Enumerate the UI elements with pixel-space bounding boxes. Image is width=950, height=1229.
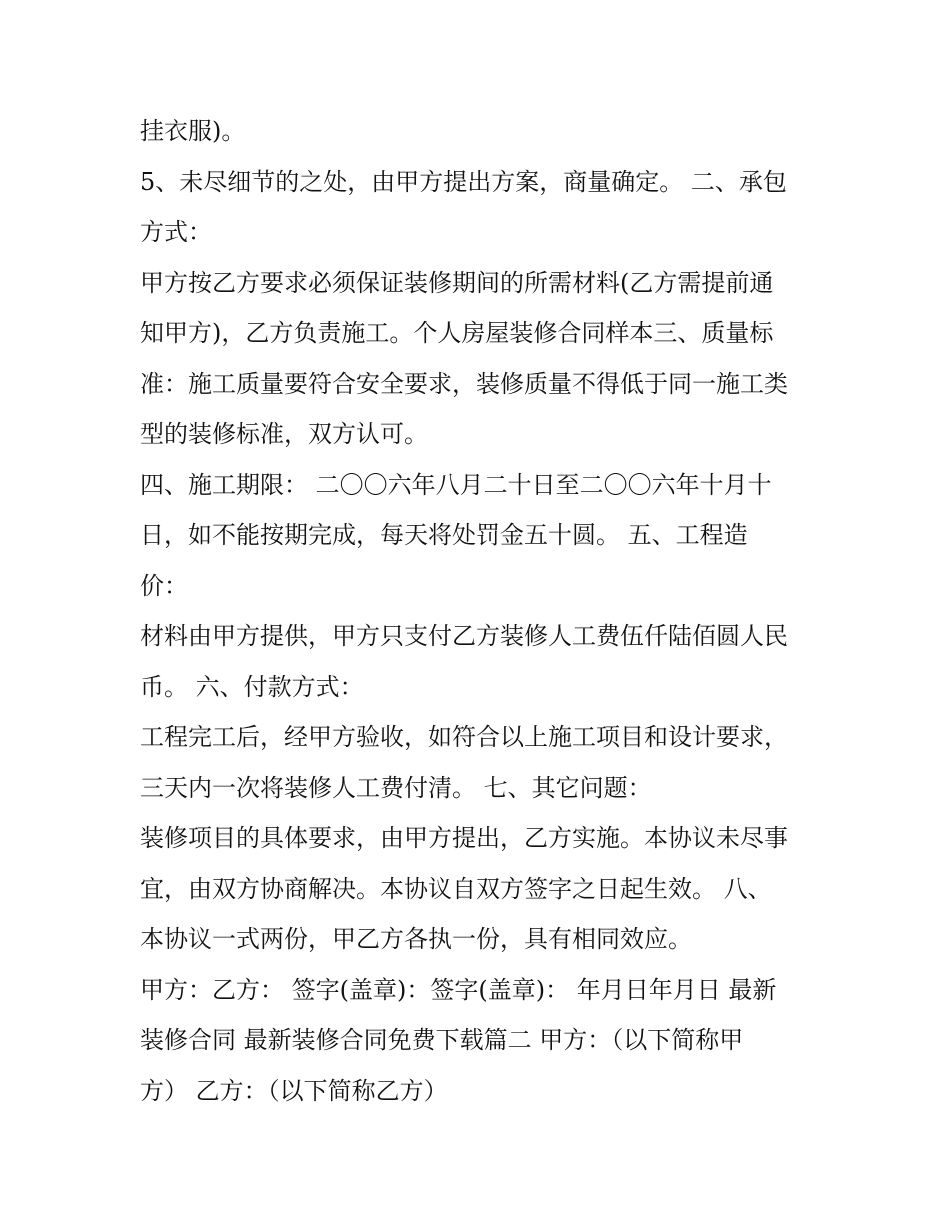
text-line: 5、未尽细节的之处，由甲方提出方案，商量确定。 二、承包	[140, 167, 787, 196]
text-line: 四、施工期限： 二〇〇六年八月二十日至二〇〇六年十月十	[140, 470, 772, 499]
text-line: 日，如不能按期完成，每天将处罚金五十圆。 五、工程造	[140, 521, 748, 549]
text-line: 本协议一式两份，甲乙方各执一份，具有相同效应。	[140, 925, 692, 953]
contract-text	[140, 106, 820, 1116]
text-line: 型的装修标准，双方认可。	[140, 420, 428, 448]
text-line: 三天内一次将装修人工费付清。 七、其它问题：	[140, 773, 652, 802]
text-line: 材料由甲方提供，甲方只支付乙方装修人工费伍仟陆佰圆人民	[140, 622, 788, 650]
text-line: 甲方按乙方要求必须保证装修期间的所需材料(乙方需提前通	[140, 268, 774, 297]
text-line: 甲方：乙方： 签字(盖章)：签字(盖章)： 年月日年月日 最新	[140, 975, 777, 1004]
text-line: 挂衣服)。	[140, 117, 246, 145]
text-line: 知甲方)，乙方负责施工。个人房屋装修合同样本三、质量标	[140, 319, 774, 347]
text-line: 方式：	[140, 218, 212, 246]
text-line: 工程完工后，经甲方验收，如符合以上施工项目和设计要求，	[140, 723, 788, 751]
text-line: 准：施工质量要符合安全要求，装修质量不得低于同一施工类	[140, 369, 788, 398]
text-line: 方） 乙方：（以下简称乙方）	[140, 1076, 448, 1105]
text-line: 装修项目的具体要求，由甲方提出，乙方实施。本协议未尽事	[140, 824, 788, 852]
text-line: 宜，由双方协商解决。本协议自双方签字之日起生效。 八、	[140, 874, 772, 903]
text-line: 装修合同 最新装修合同免费下载篇二 甲方：（以下简称甲	[140, 1026, 744, 1054]
text-line: 币。 六、付款方式：	[140, 672, 364, 701]
text-line: 价：	[140, 571, 188, 600]
